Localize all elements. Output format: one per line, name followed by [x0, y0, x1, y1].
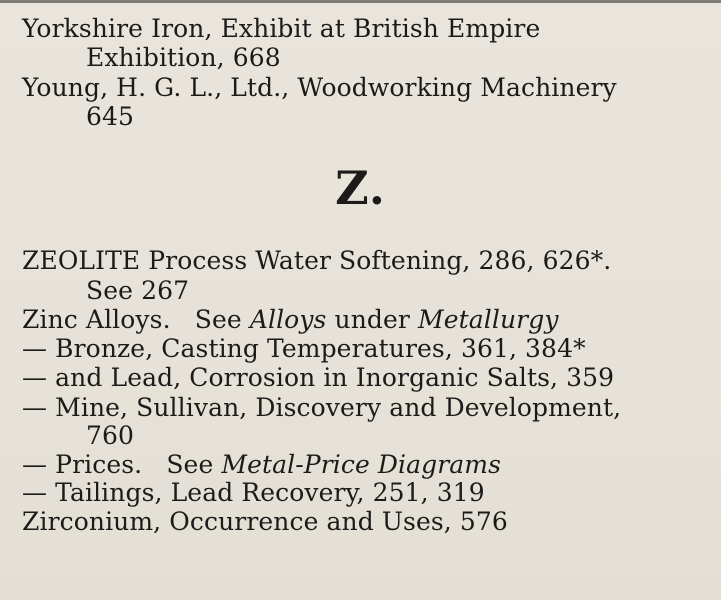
entry-zinc-alloys-pre: Zinc Alloys. See — [22, 305, 250, 334]
entry-zinc-alloys — [22, 305, 559, 335]
entry-zinc-bronze: — Bronze, Casting Temperatures, 361, 384* — [22, 334, 586, 363]
entry-young: Young, H. G. L., Ltd., Woodworking Machinery — [22, 73, 617, 102]
entry-zinc-lead: — and Lead, Corrosion in Inorganic Salts, 359 — [22, 363, 615, 392]
entry-zinc-prices-pre: — Prices. See — [22, 450, 222, 479]
entry-zeolite-cont: See 267 — [86, 276, 190, 305]
entry-zinc-tailings: — Tailings, Lead Recovery, 251, 319 — [22, 478, 485, 507]
entry-zeolite: ZEOLITE Process Water Softening, 286, 626*. — [22, 246, 612, 275]
entry-yorkshire-iron-cont: Exhibition, 668 — [86, 43, 281, 72]
entry-zinc-prices-em1: Metal-Price Diagrams — [221, 450, 502, 479]
entry-zinc-alloys-em2: Metallurgy — [418, 305, 559, 334]
entry-zinc-alloys-em1: Alloys — [249, 305, 327, 334]
entry-young-cont: 645 — [86, 102, 135, 131]
section-heading: Z. — [335, 161, 386, 215]
top-rule — [0, 0, 721, 3]
entry-zinc-mine-cont: 760 — [86, 421, 135, 450]
entry-zinc-alloys-mid: under — [326, 305, 419, 334]
entry-zinc-mine: — Mine, Sullivan, Discovery and Development, — [22, 393, 622, 422]
entry-zinc-prices — [22, 450, 501, 480]
entry-yorkshire-iron: Yorkshire Iron, Exhibit at British Empire — [22, 14, 541, 43]
entry-zirconium: Zirconium, Occurrence and Uses, 576 — [22, 507, 508, 536]
